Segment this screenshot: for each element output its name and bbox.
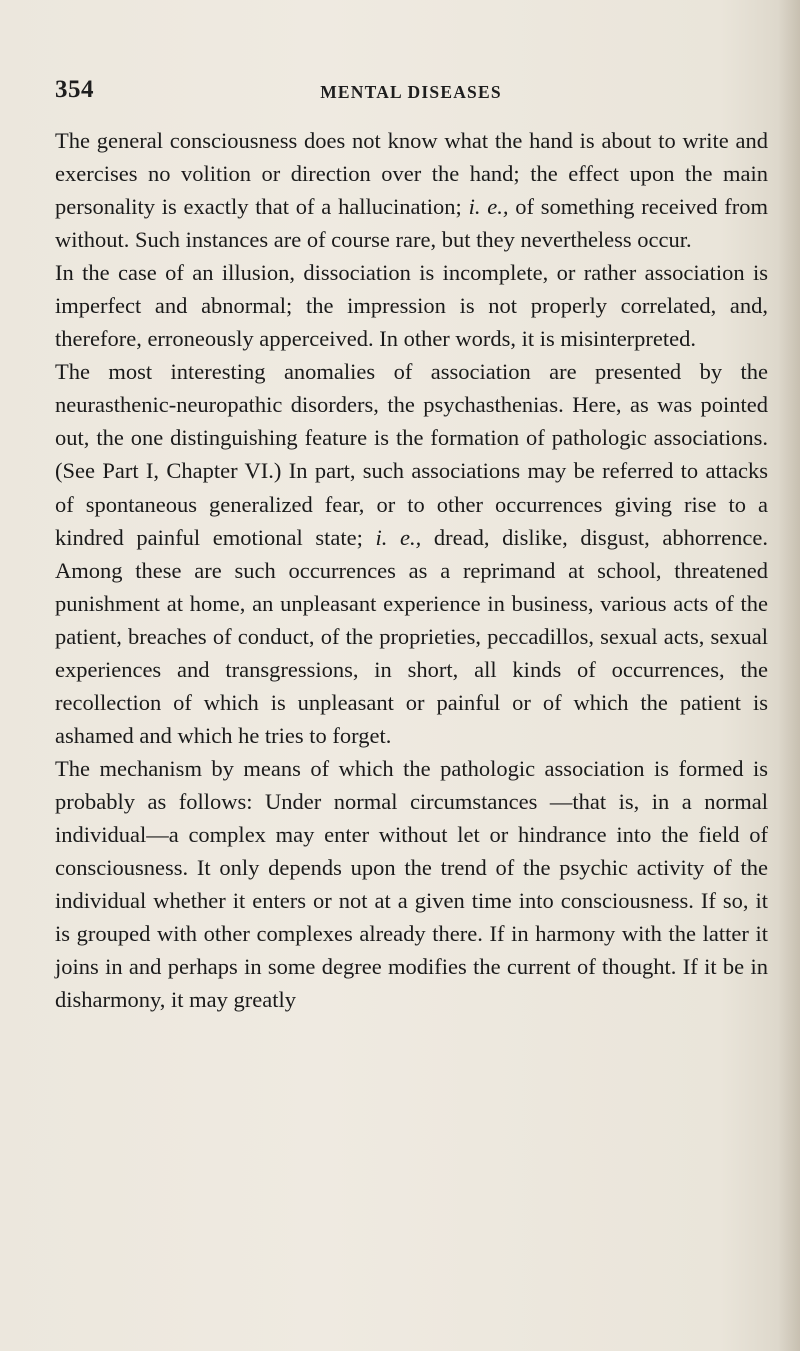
running-title: MENTAL DISEASES xyxy=(320,82,502,102)
abbreviation-ie: i. e., xyxy=(468,194,509,220)
body-text xyxy=(55,124,768,1016)
page-header xyxy=(55,76,767,110)
abbreviation-ie: i. e., xyxy=(375,524,422,550)
page-number: 354 xyxy=(55,76,94,103)
paragraph-3: The most interesting anomalies of association are presented by the neurasthenic-neuropathic disorders, the psychasthenias. Here, as was pointed out, the one distinguishing feature is the formation of pathologic associations. (See Part I, Chapter VI.) In part, such associations may be referred to attacks of spontaneous generalized fear, or to other occurrences giving rise to a kindred painful emotional state; i. e., dread, dislike, disgust, abhorrence. Among these are such occurrences as a reprimand at school, threatened punishment at home, an unpleasant experience in business, various acts of the patient, breaches of conduct, of the proprieties, peccadillos, sexual acts, sexual experiences and transgressions, in short, all kinds of occurrences, the recollection of which is unpleasant or painful or of which the patient is ashamed and which he tries to forget. xyxy=(55,359,768,748)
paragraph-4: The mechanism by means of which the pathologic association is formed is probably as follows: Under normal circumstances —that is, in a normal individual—a complex may enter without let or hindrance into the field of consciousness. It only depends upon the trend of the psychic activity of the individual whether it enters or not at a given time into consciousness. If so, it is grouped with other complexes already there. If in harmony with the latter it joins in and perhaps in some degree modifies the current of thought. If it be in disharmony, it may greatly xyxy=(55,755,768,1013)
paragraph-1: The general consciousness does not know what the hand is about to write and exercises no volition or direction over the hand; the effect upon the main personality is exactly that of a hallucination; i. e., of something received from without. Such instances are of course rare, but they nevertheless occur. xyxy=(55,128,768,253)
paragraph-2: In the case of an illusion, dissociation is incomplete, or rather association is imperfect and abnormal; the impression is not properly correlated, and, therefore, erroneously apperceived. In other words, it is misinterpreted. xyxy=(55,260,768,352)
page-edge-shadow xyxy=(778,0,800,1351)
